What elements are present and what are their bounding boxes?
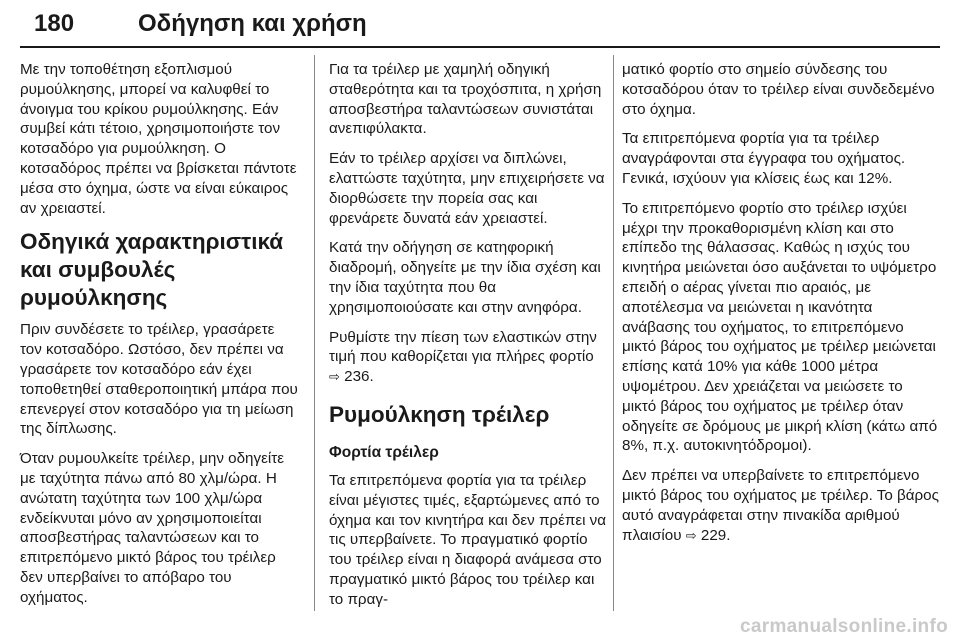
sub-heading: Φορτία τρέιλερ bbox=[329, 443, 439, 461]
paragraph: Το επιτρεπόμενο φορτίο στο τρέιλερ ισχύει μέχρι την προκαθορισμένη κλίση και στο επίπεδο της θάλασσας. Καθώς η ισχύς του κινητήρα μειώνεται όσο αυξάνεται το υψόμετρο επειδή ο αέρας γίνεται πιο αραιός, με αποτέλεσμα να μειώνεται η ικανότητα ανάβασης του οχήματος, το επιτρεπόμενο μικτό βάρος του οχήματος με τρέιλερ μειώνεται επίσης κατά 10% για κάθε 1000 μέτρα υψομέτρου. Δεν χρειάζεται να μειώσετε το μικτό βάρος του οχήματος με τρέιλερ όταν οδηγείτε σε δρόμους με μικρή κλίση (κάτω από 8%, π.χ. αυτοκινητόδρομοι). bbox=[622, 199, 938, 455]
column-3 bbox=[622, 60, 940, 555]
paragraph: Τα επιτρεπόμενα φορτία για τα τρέιλερ είναι μέγιστες τιμές, εξαρτώμενες από το όχημα και τον κινητήρα και δεν πρέπει να τις υπερβαίνετε. Το πραγματικό φορτίο του τρέιλερ είναι η διαφορά ανάμεσα στο πραγματικό μικτό βάρος του τρέιλερ και το πραγ- bbox=[329, 471, 607, 608]
paragraph: ματικό φορτίο στο σημείο σύνδεσης του κοτσαδόρου όταν το τρέιλερ είναι συνδεδεμένο στο όχημα. bbox=[622, 61, 935, 118]
page-reference-link[interactable]: 229. bbox=[700, 526, 731, 544]
paragraph bbox=[329, 328, 608, 387]
paragraph: Τα επιτρεπόμενα φορτία για τα τρέιλερ αναγράφονται στα έγγραφα του οχήματος. Γενικά, ισχύουν για κλίσεις έως και 12%. bbox=[622, 130, 906, 187]
paragraph: Κατά την οδήγηση σε κατηφορική διαδρομή, οδηγείτε με την ίδια σχέση και την ίδια ταχύτητα που θα χρησιμοποιούσατε και στην ανηφόρα. bbox=[329, 239, 601, 316]
paragraph-text: Ρυθμίστε την πίεση των ελαστικών στην τιμή που καθορίζεται για πλήρες φορτίο bbox=[329, 328, 597, 366]
page-reference-link[interactable]: 236. bbox=[344, 368, 374, 386]
paragraph-text: Δεν πρέπει να υπερβαίνετε το επιτρεπόμενο μικτό βάρος του οχήματος με τρέιλερ. Το βάρος αυτό αναγράφεται στην πινακίδα αριθμού πλαισίου bbox=[622, 467, 939, 544]
paragraph: Πριν συνδέσετε το τρέιλερ, γρασάρετε τον κοτσαδόρο. Ωστόσο, δεν πρέπει να γρασάρετε τον κοτσαδόρο εάν έχει τοποθετηθεί σταθεροποιητική μπάρα που επενεργεί στον κοτσαδόρο για τη μείωση της δίπλωσης. bbox=[20, 321, 298, 438]
section-title: Οδήγηση και χρήση bbox=[138, 10, 367, 37]
paragraph: Όταν ρυμουλκείτε τρέιλερ, μην οδηγείτε με ταχύτητα πάνω από 80 χλμ/ώρα. Η ανώτατη ταχύτητα των 100 χλμ/ώρα ενδείκνυται μόνο αν χρησιμοποιείται αποσβεστήρας ταλαντώσεων και το επιτρεπόμενο μικτό βάρος του τρέιλερ δεν υπερβαίνει το απόβαρο του οχήματος. bbox=[20, 450, 285, 606]
section-heading: Οδηγικά χαρακτηριστικά και συμβουλές ρυμούλκησης bbox=[20, 229, 284, 311]
column-1 bbox=[20, 60, 300, 618]
column-2 bbox=[329, 60, 608, 620]
header-rule bbox=[20, 46, 940, 48]
page-reference-arrow-icon: ⇨ bbox=[329, 369, 340, 385]
page-reference-arrow-icon: ⇨ bbox=[685, 527, 697, 543]
watermark: carmanualsonline.info bbox=[740, 616, 948, 637]
paragraph bbox=[622, 466, 940, 545]
page-header bbox=[20, 8, 940, 48]
paragraph: Για τα τρέιλερ με χαμηλή οδηγική σταθερότητα και τα τροχόσπιτα, η χρήση αποσβεστήρα ταλαντώσεων συνιστάται ανεπιφύλακτα. bbox=[329, 61, 602, 138]
column-divider bbox=[613, 55, 614, 611]
paragraph: Εάν το τρέιλερ αρχίσει να διπλώνει, ελαττώστε ταχύτητα, μην επιχειρήσετε να διορθώσετε την πορεία σας και φρενάρετε δυνατά εάν χρειαστεί. bbox=[329, 150, 605, 227]
page-number: 180 bbox=[34, 10, 75, 37]
paragraph: Με την τοποθέτηση εξοπλισμού ρυμούλκησης, μπορεί να καλυφθεί το άνοιγμα του κρίκου ρυμούλκησης. Εάν συμβεί κάτι τέτοιο, χρησιμοποιήστε τον κοτσαδόρο για ρυμούλκηση. Ο κοτσαδόρος πρέπει να βρίσκεται πάντοτε μέσα στο όχημα, ώστε να είναι εύκαιρος αν χρειαστεί. bbox=[20, 61, 297, 217]
column-divider bbox=[314, 55, 315, 611]
section-heading: Ρυμούλκηση τρέιλερ bbox=[329, 401, 550, 427]
